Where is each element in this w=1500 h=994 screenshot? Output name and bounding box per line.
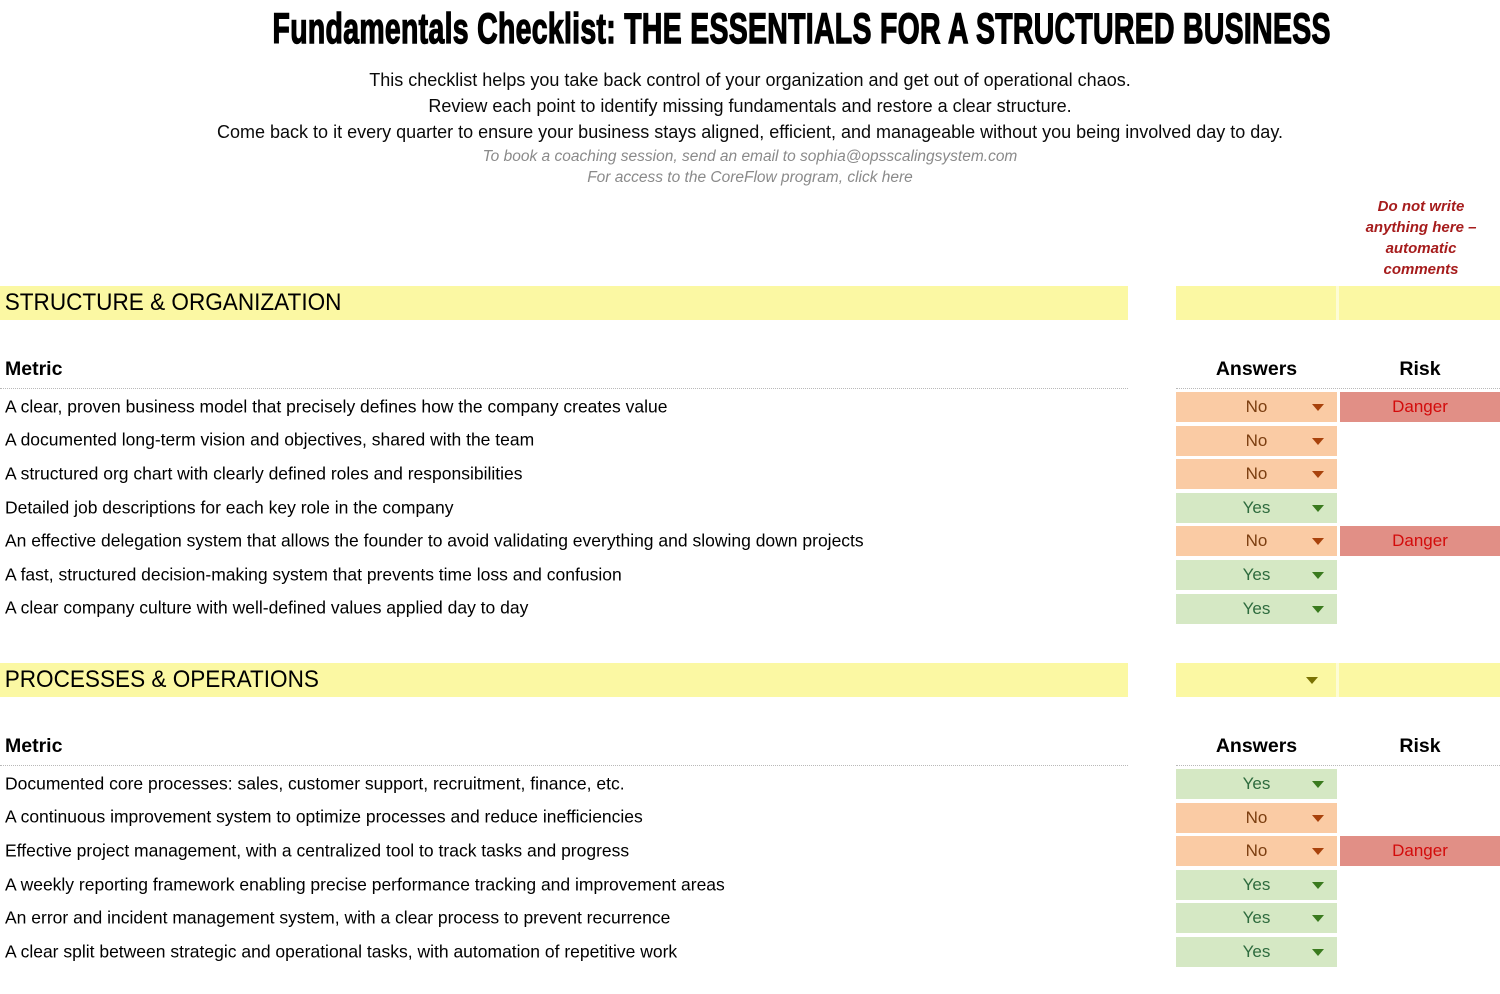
answer-dropdown[interactable] bbox=[1176, 836, 1337, 866]
metric-text: Documented core processes: sales, customer support, recruitment, finance, etc. bbox=[5, 773, 625, 794]
answers-column-header: Answers bbox=[1215, 735, 1298, 757]
section-title: STRUCTURE & ORGANIZATION bbox=[4, 289, 342, 316]
auto-comments-warning: Do not write anything here – automatic comments bbox=[1365, 198, 1477, 278]
answer-dropdown[interactable] bbox=[1176, 769, 1337, 799]
metric-text: A documented long-term vision and objectives, shared with the team bbox=[5, 429, 535, 450]
chevron-down-icon bbox=[1312, 882, 1324, 889]
table-row bbox=[0, 524, 1500, 558]
answer-dropdown[interactable] bbox=[1176, 594, 1337, 624]
header-underline bbox=[0, 765, 1128, 766]
chevron-down-icon bbox=[1312, 572, 1324, 579]
answer-value: No bbox=[1245, 841, 1268, 861]
answer-dropdown[interactable] bbox=[1176, 426, 1337, 456]
table-row bbox=[0, 424, 1500, 458]
answer-value: No bbox=[1245, 464, 1268, 484]
header-underline bbox=[1176, 388, 1500, 389]
chevron-down-icon bbox=[1312, 848, 1324, 855]
coaching-email-line: To book a coaching session, send an email to sophia@opsscalingsystem.com bbox=[482, 148, 1018, 165]
metric-text: A fast, structured decision-making system that prevents time loss and confusion bbox=[5, 564, 622, 585]
risk-value: Danger bbox=[1392, 531, 1448, 551]
table-row bbox=[0, 935, 1500, 969]
section-title: PROCESSES & OPERATIONS bbox=[4, 666, 319, 693]
column-headers bbox=[0, 358, 1500, 384]
table-row bbox=[0, 491, 1500, 525]
answer-dropdown[interactable] bbox=[1176, 903, 1337, 933]
chevron-down-icon bbox=[1312, 915, 1324, 922]
section-header-band bbox=[0, 286, 1128, 320]
chevron-down-icon bbox=[1312, 815, 1324, 822]
chevron-down-icon bbox=[1312, 505, 1324, 512]
table-row bbox=[0, 801, 1500, 835]
chevron-down-icon[interactable] bbox=[1306, 677, 1318, 684]
metric-text: A clear company culture with well-defined values applied day to day bbox=[5, 597, 529, 618]
metric-text: A clear, proven business model that precisely defines how the company creates value bbox=[5, 396, 668, 417]
answer-value: Yes bbox=[1242, 908, 1271, 928]
metric-column-header: Metric bbox=[5, 735, 63, 757]
table-row bbox=[0, 868, 1500, 902]
coreflow-link-line[interactable]: For access to the CoreFlow program, click here bbox=[587, 169, 913, 186]
intro-line-2: Review each point to identify missing fundamentals and restore a clear structure. bbox=[428, 96, 1072, 116]
table-row bbox=[0, 901, 1500, 935]
section-rows bbox=[0, 390, 1500, 625]
metric-text: A continuous improvement system to optimize processes and reduce inefficiencies bbox=[5, 806, 643, 827]
section-header-band-right bbox=[1176, 663, 1500, 697]
answer-value: Yes bbox=[1242, 874, 1271, 894]
answer-value: No bbox=[1245, 397, 1268, 416]
section-header-band-right bbox=[1176, 286, 1500, 320]
answer-value: Yes bbox=[1242, 598, 1271, 618]
section-header-band bbox=[0, 663, 1128, 697]
answer-dropdown[interactable] bbox=[1176, 459, 1337, 489]
answer-value: No bbox=[1245, 430, 1268, 450]
intro-paragraph bbox=[0, 67, 1500, 145]
metric-text: A clear split between strategic and operational tasks, with automation of repetitive work bbox=[5, 941, 678, 962]
metric-text: A weekly reporting framework enabling precise performance tracking and improvement areas bbox=[5, 874, 725, 895]
answer-dropdown[interactable] bbox=[1176, 526, 1337, 556]
table-row bbox=[0, 390, 1500, 424]
chevron-down-icon bbox=[1312, 781, 1324, 788]
checklist-section bbox=[0, 286, 1500, 646]
answer-dropdown[interactable] bbox=[1176, 560, 1337, 590]
risk-column-header: Risk bbox=[1399, 735, 1441, 757]
metric-text: Effective project management, with a centralized tool to track tasks and progress bbox=[5, 840, 630, 861]
checklist-section bbox=[0, 663, 1500, 994]
answer-dropdown[interactable] bbox=[1176, 803, 1337, 833]
answer-value: Yes bbox=[1242, 941, 1271, 961]
column-divider bbox=[1336, 286, 1339, 320]
page-title-text: Fundamentals Checklist: THE ESSENTIALS FOR A STRUCTURED BUSINESS bbox=[272, 5, 1331, 53]
table-row bbox=[0, 558, 1500, 592]
metric-text: A structured org chart with clearly defined roles and responsibilities bbox=[5, 463, 523, 484]
chevron-down-icon bbox=[1312, 471, 1324, 478]
header-underline bbox=[1176, 765, 1500, 766]
risk-column-header: Risk bbox=[1399, 358, 1441, 380]
metric-text: An error and incident management system, with a clear process to prevent recurrence bbox=[5, 907, 671, 928]
page-title bbox=[0, 5, 1500, 53]
answer-value: No bbox=[1245, 807, 1268, 827]
answer-dropdown[interactable] bbox=[1176, 493, 1337, 523]
table-row bbox=[0, 834, 1500, 868]
answer-dropdown[interactable] bbox=[1176, 937, 1337, 967]
metric-column-header: Metric bbox=[5, 358, 63, 380]
chevron-down-icon bbox=[1312, 438, 1324, 445]
intro-line-1: This checklist helps you take back control of your organization and get out of operational chaos. bbox=[369, 70, 1131, 90]
risk-value: Danger bbox=[1392, 841, 1448, 861]
column-divider bbox=[1336, 663, 1339, 697]
table-row bbox=[0, 592, 1500, 626]
answers-column-header: Answers bbox=[1215, 358, 1298, 380]
chevron-down-icon bbox=[1312, 538, 1324, 545]
risk-cell bbox=[1340, 836, 1500, 866]
table-row bbox=[0, 767, 1500, 801]
chevron-down-icon bbox=[1312, 404, 1324, 411]
chevron-down-icon bbox=[1312, 606, 1324, 613]
answer-dropdown[interactable] bbox=[1176, 392, 1337, 422]
metric-text: An effective delegation system that allows the founder to avoid validating everything and slowing down projects bbox=[5, 530, 864, 551]
risk-cell bbox=[1340, 392, 1500, 422]
answer-value: Yes bbox=[1242, 774, 1271, 793]
intro-line-3: Come back to it every quarter to ensure your business stays aligned, efficient, and manageable without you being involved day to day. bbox=[217, 122, 1283, 142]
header-underline bbox=[0, 388, 1128, 389]
metric-text: Detailed job descriptions for each key role in the company bbox=[5, 497, 454, 518]
risk-value: Danger bbox=[1392, 397, 1448, 416]
column-headers bbox=[0, 735, 1500, 761]
answer-dropdown[interactable] bbox=[1176, 870, 1337, 900]
table-row bbox=[0, 457, 1500, 491]
answer-value: Yes bbox=[1242, 564, 1271, 584]
section-rows bbox=[0, 767, 1500, 969]
answer-value: No bbox=[1245, 531, 1268, 551]
risk-cell bbox=[1340, 526, 1500, 556]
coaching-notes bbox=[0, 146, 1500, 188]
answer-value: Yes bbox=[1242, 497, 1271, 517]
chevron-down-icon bbox=[1312, 949, 1324, 956]
